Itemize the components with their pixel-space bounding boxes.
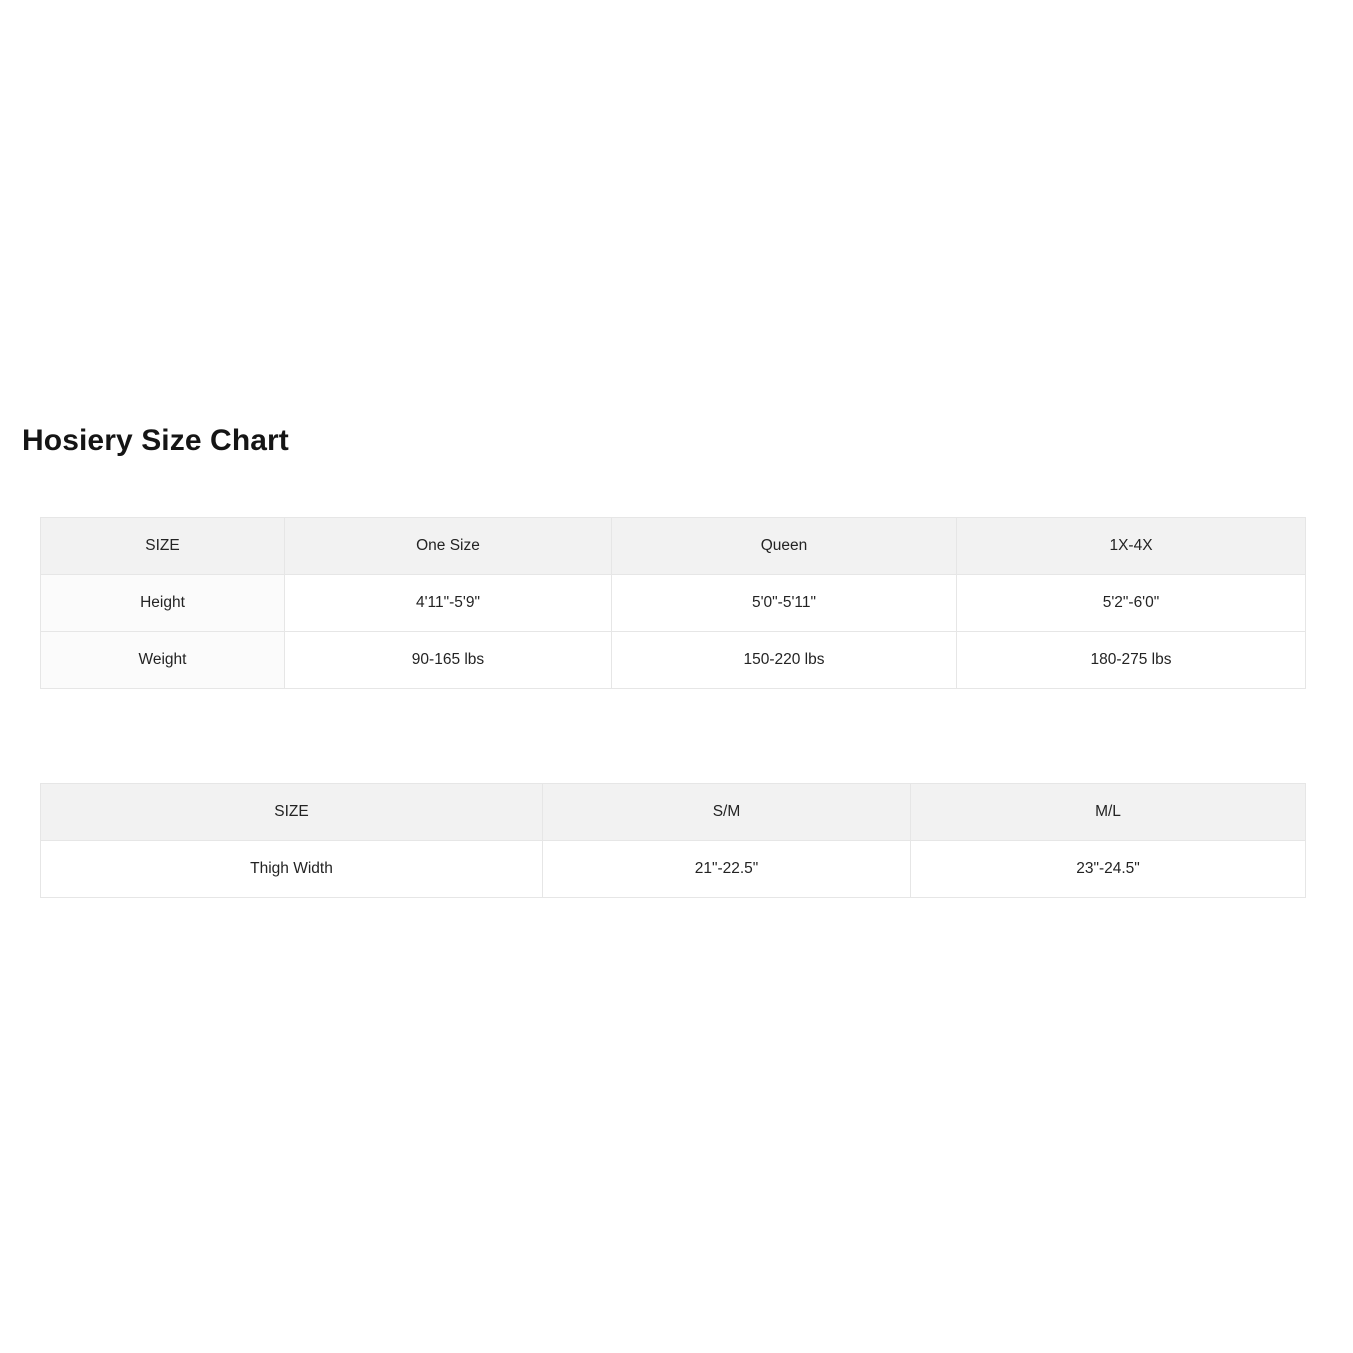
table-row bbox=[41, 632, 1306, 689]
table-cell: 21"-22.5" bbox=[543, 841, 911, 898]
table-cell: 180-275 lbs bbox=[957, 632, 1306, 689]
table-row-label: Thigh Width bbox=[41, 841, 543, 898]
table-cell: 5'0"-5'11" bbox=[612, 575, 957, 632]
table-row bbox=[41, 841, 1306, 898]
table-cell: 90-165 lbs bbox=[285, 632, 612, 689]
table-cell: 4'11"-5'9" bbox=[285, 575, 612, 632]
table-header-cell: M/L bbox=[911, 784, 1306, 841]
page-title: Hosiery Size Chart bbox=[22, 424, 289, 457]
hosiery-thigh-width-table bbox=[40, 783, 1306, 898]
table-cell: 150-220 lbs bbox=[612, 632, 957, 689]
table-header-cell: One Size bbox=[285, 518, 612, 575]
table-header-row bbox=[41, 518, 1306, 575]
table-row-label: Weight bbox=[41, 632, 285, 689]
table-header-row bbox=[41, 784, 1306, 841]
table-row-label: Height bbox=[41, 575, 285, 632]
table-header-cell: SIZE bbox=[41, 784, 543, 841]
table-cell: 23"-24.5" bbox=[911, 841, 1306, 898]
table-row bbox=[41, 575, 1306, 632]
table-header-cell: S/M bbox=[543, 784, 911, 841]
table-cell: 5'2"-6'0" bbox=[957, 575, 1306, 632]
table-header-cell: SIZE bbox=[41, 518, 285, 575]
table-header-cell: 1X-4X bbox=[957, 518, 1306, 575]
table-header-cell: Queen bbox=[612, 518, 957, 575]
hosiery-general-size-table bbox=[40, 517, 1306, 689]
